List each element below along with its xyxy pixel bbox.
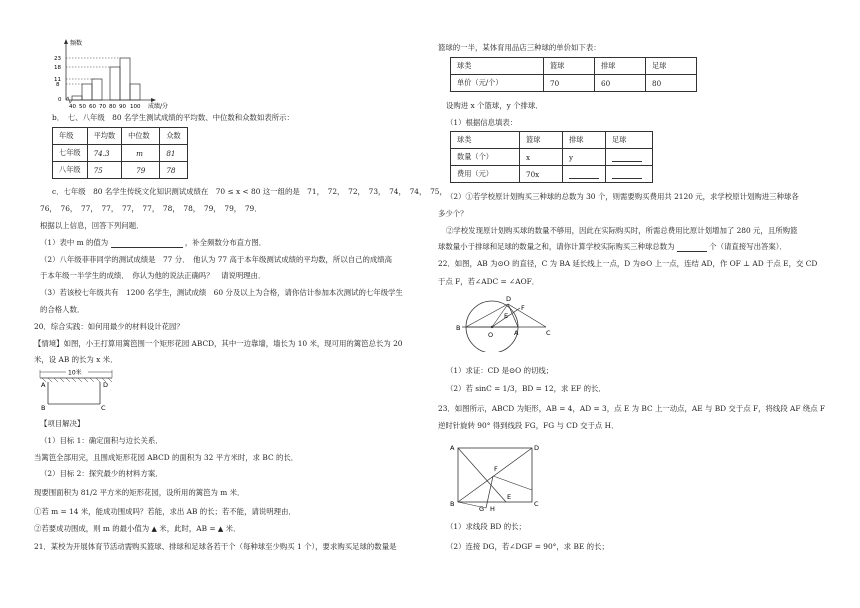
rect-label-g: G (479, 505, 485, 512)
table-header-cell: 年级 (53, 128, 88, 145)
problem-20-title: 20．综合实践：如何用最少的材料设计花园？ (34, 322, 184, 331)
circle-label-o: O (488, 331, 494, 339)
circle-label-b: B (456, 324, 461, 332)
project-heading: 【项目解决】 (40, 419, 85, 428)
c-line-2: 76， 76， 77， 77， 77， 77， 78， 78， 79， 79， 79． (40, 204, 262, 213)
histogram-figure (52, 38, 182, 110)
hist-xlabel: 成绩/分 (148, 103, 169, 110)
hist-xtick: 70 (99, 104, 106, 110)
question-ii-mid: 米，此时，AB = (159, 524, 216, 533)
hist-bar (110, 67, 120, 100)
fig-label-c: C (101, 404, 106, 412)
hist-ylabel: 频数 (70, 40, 83, 47)
question-ii-tail: 米． (225, 524, 241, 533)
question-2-line-1: （2）八年级菲菲同学的测试成绩是 77 分． 他认为 77 高于本年级测试成绩的平均数，所以自己的成绩高 (40, 255, 393, 264)
table-cell: 80 (646, 75, 697, 92)
table-header-cell: 篮球 (520, 132, 563, 149)
table-header-cell: 中位数 (122, 128, 160, 145)
table-cell: 70x (520, 166, 563, 183)
table-cell: 七年级 (53, 145, 88, 162)
problem-22-line-1: 22．如图，AB 为⊙O 的直径，C 为 BA 延长线上一点，D 为⊙O 上一点，连结 AD，作 OF ⊥ AD 于点 E，交 CD (438, 259, 818, 268)
b-intro: b． 七、八年级 80 名学生测试成绩的平均数、中位数和众数如表所示： (52, 113, 294, 122)
table-cell: 81 (160, 145, 187, 162)
circle-label-a: A (514, 329, 519, 337)
table-cell: 75 (87, 162, 122, 179)
hist-xtick: 60 (89, 104, 96, 110)
rect-label-b: B (450, 500, 455, 508)
problem-21: 21．某校为开展体育节活动需购买篮球、排球和足球各若干个（每种球至少购买 1 个），要求购买足球的数量是 (34, 542, 397, 551)
rectangle-figure (446, 440, 546, 512)
fill-table (450, 131, 653, 183)
hist-bar (130, 84, 140, 100)
table-cell-blank[interactable] (563, 166, 606, 183)
question-2-line-2: 于本年级一半学生的成绩． 你认为他的说法正确吗？ 请说明理由． (40, 271, 266, 280)
q2-part-a-line-1: （2）①若学校原计划购买三种球的总数为 30 个，则需要购买费用共 2120 元，求学校原计划购进三种球各 (446, 192, 799, 201)
table-cell: 70 (544, 75, 595, 92)
table-header-cell: 足球 (606, 132, 653, 149)
answer-triangle[interactable]: ▲ (151, 525, 157, 533)
question-3-line-1: （3）若该校七年级共有 1200 名学生，测试成绩 60 分及以上为合格，请你估计参加本次测试的七年级学生 (40, 288, 403, 297)
problem-23-q2: （2）连接 DG，若∠DGF = 90°，求 BE 的长； (446, 542, 609, 551)
hist-xtick: 40 (69, 104, 76, 110)
table-header-cell: 球类 (451, 132, 520, 149)
hist-xtick: 90 (119, 104, 126, 110)
question-ii-text: ②若要成功围成，则 m 的最小值为 (34, 524, 150, 533)
rect-label-e: E (507, 493, 512, 501)
table-header-cell: 排球 (595, 58, 646, 75)
circle-label-d: D (506, 295, 512, 303)
hist-bar (92, 79, 102, 100)
problem-23-q1: （1）求线段 BD 的长； (446, 522, 526, 531)
goal-2-question: 现要围面积为 81/2 平方米的矩形花园，设所用的篱笆为 m 米． (34, 488, 245, 497)
table-cell: y (563, 149, 606, 166)
hist-ytick: 0 (58, 97, 62, 103)
q2-part-b-tail: 个（请直接写出答案）． (709, 242, 787, 251)
table-cell: 数量（个） (451, 149, 520, 166)
q2-part-b-text: 球数量小于排球和足球的数量之和，请你计算学校实际购买三种球总数为 (438, 242, 675, 251)
stats-table (52, 127, 188, 179)
q2-part-a-line-2: 多少个？ (438, 209, 468, 218)
situation-line-2: 米，设 AB 的长为 x 米． (34, 355, 118, 364)
table-header-cell: 球类 (451, 58, 544, 75)
rect-label-c: C (534, 500, 539, 508)
table-header-cell: 足球 (646, 58, 697, 75)
table-cell-blank[interactable] (606, 149, 653, 166)
hist-xtick: 80 (109, 104, 116, 110)
question-1 (40, 237, 266, 248)
price-table (450, 57, 697, 92)
table-cell: 78 (160, 162, 187, 179)
fill-table-intro: （1）根据信息填表： (446, 118, 518, 127)
table-cell: 79 (122, 162, 160, 179)
rect-label-a: A (450, 444, 455, 452)
table-cell-blank[interactable] (606, 166, 653, 183)
table-cell: 60 (595, 75, 646, 92)
table-cell: 八年级 (53, 162, 88, 179)
goal-1-question: 当篱笆全部用完，且围成矩形花园 ABCD 的面积为 32 平方米时，求 BC 的长． (34, 453, 299, 462)
wall-length-label: 10米 (68, 369, 82, 377)
c-line-1: c．七年级 80 名学生传统文化知识测试成绩在 70 ≤ x < 80 这一组的是 71， 72， 72， 73， 74， 74， 75， (52, 187, 447, 196)
question-1-tail: ，补全频数分布直方图． (184, 238, 267, 247)
rect-label-d: D (534, 444, 540, 452)
garden-figure (38, 368, 118, 414)
hist-ytick: 18 (54, 65, 61, 71)
answer-triangle[interactable]: ▲ (217, 525, 224, 533)
hist-bar (82, 84, 92, 100)
question-1-text: （1）表中 m 的值为 (40, 238, 109, 247)
set-variables: 设购进 x 个篮球，y 个排球． (446, 101, 543, 110)
question-ii (34, 523, 240, 535)
question-3-line-2: 的合格人数． (40, 305, 85, 314)
question-i: ①若 m = 14 米，能成功围成吗？若能，求出 AB 的长；若不能，请说明理由． (34, 507, 296, 516)
goal-2: （2）目标 2：探究最少的材料方案． (40, 469, 163, 478)
hist-xtick: 100 (130, 104, 141, 110)
q2-part-b-line-2 (438, 241, 787, 252)
problem-22-line-2: 于点 F，若∠ADC = ∠AOF． (438, 277, 540, 286)
prompt-text: 根据以上信息，回答下列问题． (40, 221, 144, 230)
circle-label-c: C (546, 329, 551, 337)
table-cell: 74.3 (87, 145, 122, 162)
circle-label-e: E (504, 312, 509, 320)
situation-line-1: 【情境】如图，小王打算用篱笆围一个矩形花园 ABCD，其中一边靠墙，墙长为 10 米，现可用的篱笆总长为 20 (34, 339, 403, 348)
rect-label-h: H (490, 505, 495, 512)
goal-1: （1）目标 1：确定面积与边长关系． (40, 436, 163, 445)
table-cell: x (520, 149, 563, 166)
hist-bar (72, 96, 82, 100)
table-header-cell: 众数 (160, 128, 187, 145)
hist-ytick: 8 (56, 82, 60, 88)
problem-23-line-2: 逆时针旋转 90° 得到线段 FG，FG 与 CD 交于点 H． (438, 421, 619, 430)
fig-label-b: B (41, 404, 46, 412)
table-header-cell: 平均数 (87, 128, 122, 145)
table-cell: m (122, 145, 160, 162)
problem-23-line-1: 23．如图所示，ABCD 为矩形，AB = 4，AD = 3，点 E 为 BC 上一动点，AE 与 BD 交于点 F，将线段 AF 绕点 F (438, 404, 826, 413)
fig-label-d: D (103, 381, 109, 389)
problem-21-continued: 篮球的一半，某体育用品店三种球的单价如下表： (438, 43, 601, 52)
answer-blank[interactable] (111, 239, 183, 248)
circle-label-f: F (521, 304, 525, 312)
q2-part-b-line-1: ②学校发现原计划购买球的数量不够用，因此在实际购买时，所需总费用比原计划增加了 280 元，且所购篮 (446, 226, 798, 235)
hist-ytick: 11 (54, 77, 61, 83)
problem-22-q2: （2）若 sinC = 1/3，BD = 12，求 EF 的长． (446, 384, 606, 393)
answer-blank[interactable] (677, 243, 707, 252)
fig-label-a: A (41, 381, 46, 389)
problem-22-q1: （1）求证：CD 是⊙O 的切线； (446, 366, 554, 375)
table-cell: 单价（元/个） (451, 75, 544, 92)
hist-bar (120, 58, 130, 100)
table-header-cell: 篮球 (544, 58, 595, 75)
rect-label-f: F (494, 465, 498, 473)
hist-ytick: 23 (54, 56, 61, 62)
table-cell: 费用（元） (451, 166, 520, 183)
hist-xtick: 50 (79, 104, 86, 110)
circle-figure (446, 290, 566, 352)
table-header-cell: 排球 (563, 132, 606, 149)
